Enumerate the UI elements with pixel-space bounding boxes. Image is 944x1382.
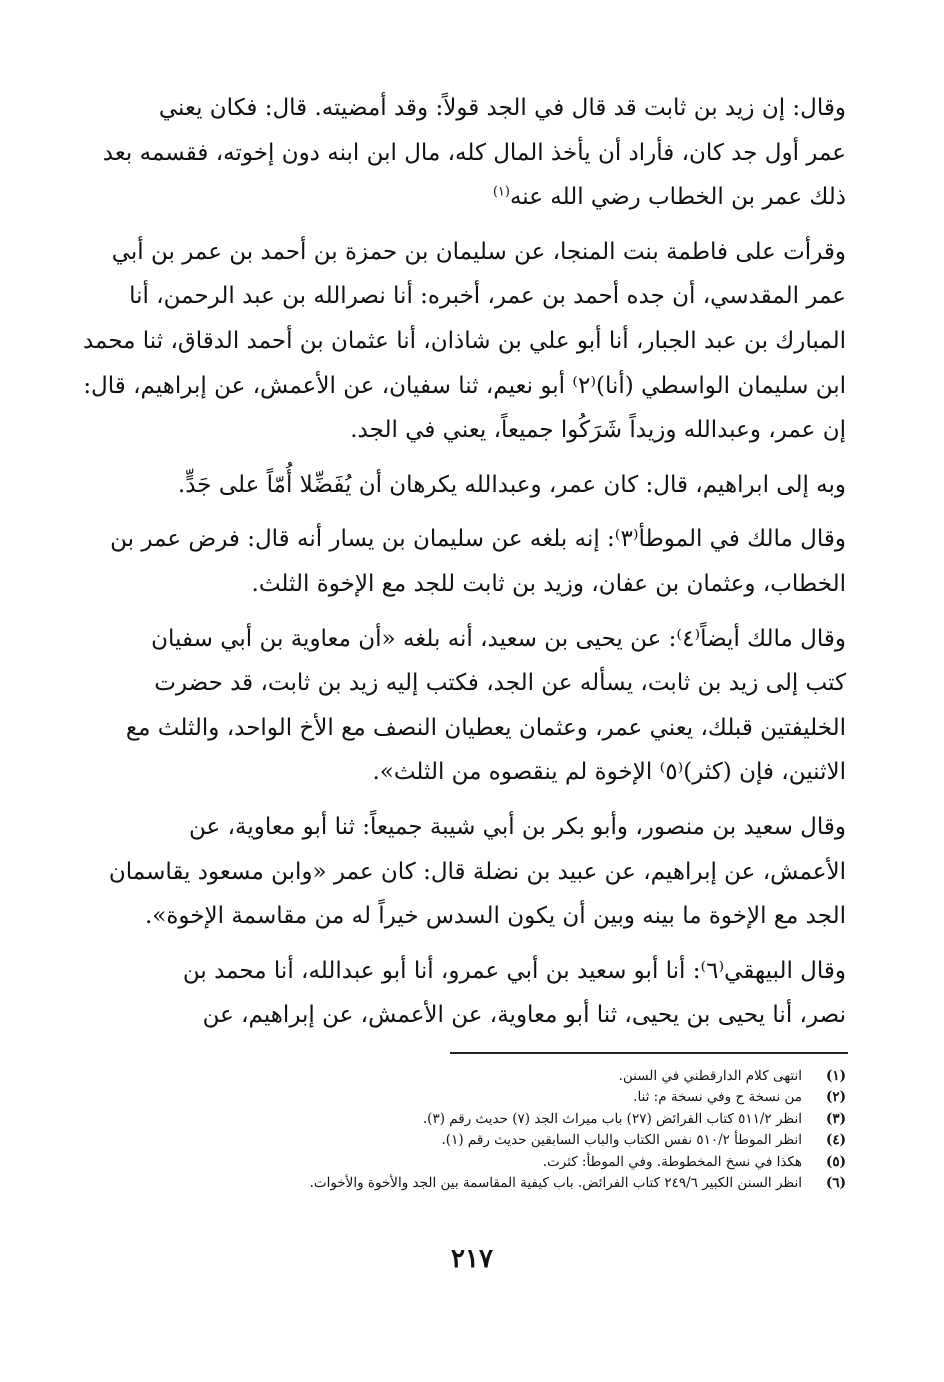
footnote-text: من نسخة ح وفي نسخة م: ثنا. bbox=[633, 1089, 802, 1106]
footnotes-list bbox=[96, 1066, 846, 1194]
footnote-number: (٥) bbox=[825, 1153, 846, 1170]
text-line: المبارك بن عبد الجبار، أنا أبو علي بن شاذان، أنا عثمان بن أحمد الدقاق، ثنا محمد bbox=[82, 327, 846, 354]
page-number: ٢١٧ bbox=[451, 1244, 493, 1274]
footnote-number: (٤) bbox=[825, 1132, 846, 1149]
body-text bbox=[82, 86, 846, 1048]
text-line: وقرأت على فاطمة بنت المنجا، عن سليمان بن حمزة بن أحمد بن عمر بن أبي bbox=[111, 238, 846, 265]
footnote-divider bbox=[450, 1052, 848, 1054]
text-line: الاثنين، فإن (كثر)⁽٥⁾ الإخوة لم ينقصوه من الثلث». bbox=[372, 759, 846, 786]
footnote-number: (٦) bbox=[825, 1175, 846, 1192]
paragraph bbox=[82, 230, 846, 453]
text-line: وبه إلى ابراهيم، قال: كان عمر، وعبدالله يكرهان أن يُفَضِّلا أُمّاً على جَدٍّ. bbox=[177, 471, 846, 498]
footnote-item bbox=[96, 1173, 846, 1194]
text-line: الجد مع الإخوة ما بينه وبين أن يكون السدس خيراً له من مقاسمة الإخوة». bbox=[144, 903, 846, 930]
text-line: وقال مالك أيضاً⁽٤⁾: عن يحيى بن سعيد، أنه بلغه «أن معاوية بن أبي سفيان bbox=[151, 625, 846, 652]
footnote-text: انظر الموطأ ٥١٠/٢ نفس الكتاب والباب السابقين حديث رقم (١). bbox=[441, 1132, 802, 1149]
footnote-text: هكذا في نسخ المخطوطة. وفي الموطأ: كثرت. bbox=[542, 1153, 802, 1170]
text-segment: ذلك عمر بن الخطاب رضي الله عنه bbox=[509, 184, 846, 211]
footnote-number: (٢) bbox=[825, 1089, 846, 1106]
footnote-marker: (١) bbox=[492, 184, 510, 200]
footnote-item bbox=[96, 1066, 846, 1087]
footnote-item bbox=[96, 1130, 846, 1151]
footnote-text: انظر ٥١١/٢ كتاب الفرائض (٢٧) باب ميراث الجد (٧) حديث رقم (٣). bbox=[422, 1110, 802, 1127]
paragraph bbox=[96, 517, 846, 606]
text-line: الأعمش، عن إبراهيم، عن عبيد بن نضلة قال: كان عمر «وابن مسعود يقاسمان bbox=[108, 858, 846, 885]
text-line: وقال مالك في الموطأ⁽٣⁾: إنه بلغه عن سليمان بن يسار أنه قال: فرض عمر بن bbox=[110, 526, 846, 553]
paragraph bbox=[96, 86, 846, 220]
text-line: عمر أول جد كان، فأراد أن يأخذ المال كله، مال ابن ابنه دون إخوته، فقسمه بعد bbox=[102, 139, 846, 166]
footnote-item bbox=[96, 1152, 846, 1173]
paragraph bbox=[96, 805, 846, 939]
footnote-item bbox=[96, 1109, 846, 1130]
text-line: الخليفتين قبلك، يعني عمر، وعثمان يعطيان النصف مع الأخ الواحد، والثلث مع bbox=[125, 714, 846, 741]
text-line: عمر المقدسي، أن جده أحمد بن عمر، أخبره: أنا نصرالله بن عبد الرحمن، أنا bbox=[129, 283, 846, 310]
text-line: نصر، أنا يحيى بن يحيى، ثنا أبو معاوية، عن الأعمش، عن إبراهيم، عن bbox=[202, 1002, 846, 1029]
text-line: وقال سعيد بن منصور، وأبو بكر بن أبي شيبة جميعاً: ثنا أبو معاوية، عن bbox=[189, 813, 846, 840]
text-line bbox=[96, 175, 846, 220]
text-line: كتب إلى زيد بن ثابت، يسأله عن الجد، فكتب إليه زيد بن ثابت، قد حضرت bbox=[154, 670, 846, 697]
footnote-text: انظر السنن الكبير ٢٤٩/٦ كتاب الفرائض. باب كيفية المقاسمة بين الجد والأخوة والأخوات. bbox=[309, 1175, 802, 1192]
footnote-number: (٣) bbox=[825, 1110, 846, 1127]
footnote-item bbox=[96, 1087, 846, 1108]
footnote-text: انتهى كلام الدارقطني في السنن. bbox=[618, 1068, 802, 1084]
text-line: ابن سليمان الواسطي (أنا)⁽٢⁾ أبو نعيم، ثنا سفيان، عن الأعمش، عن إبراهيم، قال: bbox=[83, 372, 846, 399]
text-line: وقال البيهقي⁽٦⁾: أنا أبو سعيد بن أبي عمرو، أنا أبو عبدالله، أنا محمد بن bbox=[182, 957, 846, 984]
text-line: وقال: إن زيد بن ثابت قد قال في الجد قولاً: وقد أمضيته. قال: فكان يعني bbox=[158, 95, 846, 121]
text-line: إن عمر، وعبدالله وزيداً شَرَكُوا جميعاً، يعني في الجد. bbox=[350, 417, 846, 444]
footnote-number: (١) bbox=[825, 1068, 846, 1084]
paragraph bbox=[96, 463, 846, 508]
paragraph bbox=[96, 949, 846, 1038]
text-line: الخطاب، وعثمان بن عفان، وزيد بن ثابت للجد مع الإخوة الثلث. bbox=[251, 570, 846, 597]
paragraph bbox=[96, 617, 846, 795]
